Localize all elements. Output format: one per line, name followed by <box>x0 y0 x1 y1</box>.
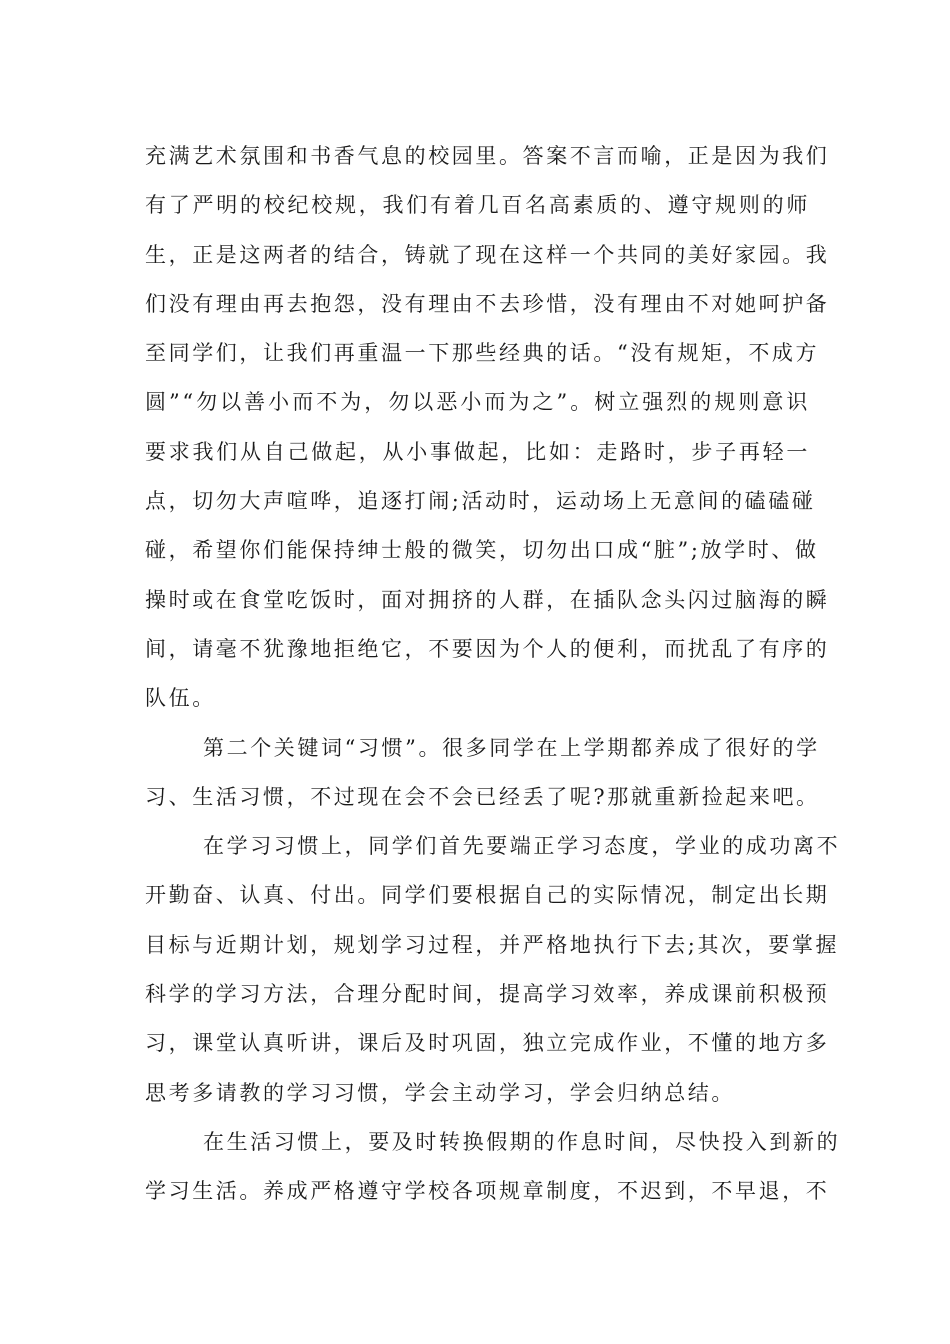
text-line: 有了严明的校纪校规，我们有着几百名高素质的、遵守规则的师 <box>145 193 810 218</box>
text-line: 目标与近期计划，规划学习过程，并严格地执行下去;其次，要掌握 <box>145 932 840 957</box>
text-line: 科学的学习方法，合理分配时间，提高学习效率，养成课前积极预 <box>145 982 830 1007</box>
text-line: 要求我们从自己做起，从小事做起，比如：走路时，步子再轻一 <box>145 439 810 464</box>
text-line: 至同学们，让我们再重温一下那些经典的话。“没有规矩，不成方 <box>145 341 820 366</box>
body-text <box>145 132 841 1217</box>
text-line: 在学习习惯上，同学们首先要端正学习态度，学业的成功离不 <box>203 834 841 859</box>
text-line: 开勤奋、认真、付出。同学们要根据自己的实际情况，制定出长期 <box>145 883 830 908</box>
text-line: 点，切勿大声喧哗，追逐打闹;活动时，运动场上无意间的磕磕碰 <box>145 489 816 514</box>
text-line: 习、生活习惯，不过现在会不会已经丢了呢?那就重新捡起来吧。 <box>145 784 820 809</box>
text-line: 队伍。 <box>145 686 216 711</box>
text-line: 圆”“勿以善小而不为，勿以恶小而为之”。树立强烈的规则意识 <box>145 390 810 415</box>
text-line: 习，课堂认真听讲，课后及时巩固，独立完成作业，不懂的地方多 <box>145 1031 830 1056</box>
text-line: 碰，希望你们能保持绅士般的微笑，切勿出口成“脏”;放学时、做 <box>145 538 819 563</box>
text-line: 间，请毫不犹豫地拒绝它，不要因为个人的便利，而扰乱了有序的 <box>145 636 830 661</box>
text-line: 充满艺术氛围和书香气息的校园里。答案不言而喻，正是因为我们 <box>145 144 830 168</box>
text-line: 在生活习惯上，要及时转换假期的作息时间，尽快投入到新的 <box>203 1129 841 1154</box>
text-line: 们没有理由再去抱怨，没有理由不去珍惜，没有理由不对她呵护备 <box>145 291 830 316</box>
text-line: 生，正是这两者的结合，铸就了现在这样一个共同的美好家园。我 <box>145 242 830 267</box>
text-line: 操时或在食堂吃饭时，面对拥挤的人群，在插队念头闪过脑海的瞬 <box>145 587 830 612</box>
text-line: 学习生活。养成严格遵守学校各项规章制度，不迟到，不早退，不 <box>145 1179 830 1204</box>
text-line: 第二个关键词“习惯”。很多同学在上学期都养成了很好的学 <box>203 735 820 760</box>
text-line: 思考多请教的学习习惯，学会主动学习，学会归纳总结。 <box>145 1080 735 1105</box>
